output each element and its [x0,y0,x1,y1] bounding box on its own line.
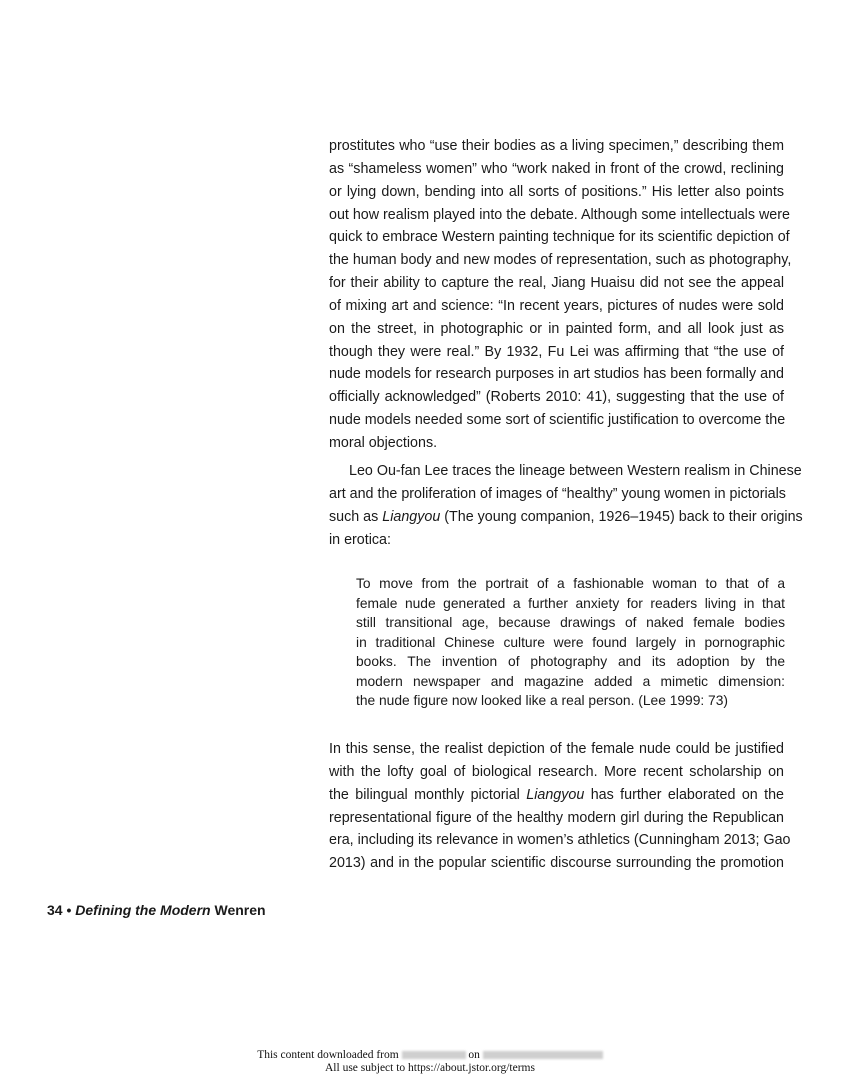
text-line: In this sense, the realist depiction of the female nude could be justified [329,741,784,757]
text-line: 2013) and in the popular scientific discourse surrounding the promotion [329,855,784,872]
text-line: of mixing art and science: “In recent years, pictures of nudes were sold [329,297,784,314]
quote-line: in traditional Chinese culture were found largely in pornographic [356,634,785,650]
text-line: with the lofty goal of biological research. More recent scholarship on [329,763,784,780]
running-footer [47,902,266,918]
text-line: moral objections. [329,434,438,451]
text: has further elaborated on the [584,786,784,803]
italic-title: Liangyou [526,786,585,803]
quote-line: the nude figure now looked like a real person. (Lee 1999: 73) [356,693,728,708]
text-line: out how realism played into the debate. Although some intellectuals were [329,206,790,223]
bullet: • [66,902,72,918]
text-line: or lying down, bending into all sorts of positions.” His letter also points [329,183,784,200]
text: on [468,1049,480,1061]
quote-line: books. The invention of photography and its adoption by the [356,654,785,669]
text-line: on the street, in photographic or in painted form, and all look just as [329,320,784,337]
text-line [329,784,784,807]
text-line: era, including its relevance in women’s athletics (Cunningham 2013; Gao [329,832,791,849]
text-line: for their ability to capture the real, Jiang Huaisu did not see the appeal [329,275,784,292]
text-line: though they were real.” By 1932, Fu Lei was affirming that “the use of [329,343,784,360]
italic-title: Liangyou [382,508,441,525]
quote-line: female nude generated a further anxiety for readers living in that [356,595,785,611]
download-notice [0,1049,860,1075]
text: such as [329,508,383,525]
redacted-timestamp [483,1051,603,1059]
text-line: representational figure of the healthy modern girl during the Republican [329,809,784,826]
text-line: prostitutes who “use their bodies as a living specimen,” describing them [329,138,784,154]
text: This content downloaded from [257,1049,399,1061]
text-line: art and the proliferation of images of “healthy” young women in pictorials [329,485,786,502]
text-line: Leo Ou-fan Lee traces the lineage between Western realism in Chinese [349,463,802,479]
book-title-rest: Wenren [214,902,266,918]
text: the bilingual monthly pictorial [329,786,527,803]
text: (The young companion, 1926–1945) back to their origins [440,508,803,525]
quote-line: To move from the portrait of a fashionable woman to that of a [356,576,785,591]
text-line: quick to embrace Western painting technique for its scientific depiction of [329,229,790,246]
text-line: as “shameless women” who “work naked in front of the crowd, reclining [329,160,784,177]
paragraph-3 [329,738,791,875]
text-line: in erotica: [329,531,391,548]
book-title-italic: Defining the Modern [75,902,211,918]
download-line-2: All use subject to https://about.jstor.org/terms [325,1062,535,1074]
quote-line: modern newspaper and magazine added a mimetic dimension: [356,673,785,689]
block-quote [356,574,785,711]
text-line: officially acknowledged” (Roberts 2010: 41), suggesting that the use of [329,389,784,406]
text-line: nude models for research purposes in art studios has been formally and [329,366,784,383]
download-line-1 [0,1049,860,1062]
redacted-ip [402,1051,466,1059]
paragraph-1 [329,135,792,455]
page-number: 34 [47,902,63,918]
text-line: the human body and new modes of representation, such as photography, [329,252,792,269]
text-line [329,506,803,529]
paragraph-2 [329,460,803,551]
text-line: nude models needed some sort of scientific justification to overcome the [329,412,786,429]
quote-line: still transitional age, because drawings of naked female bodies [356,615,785,630]
